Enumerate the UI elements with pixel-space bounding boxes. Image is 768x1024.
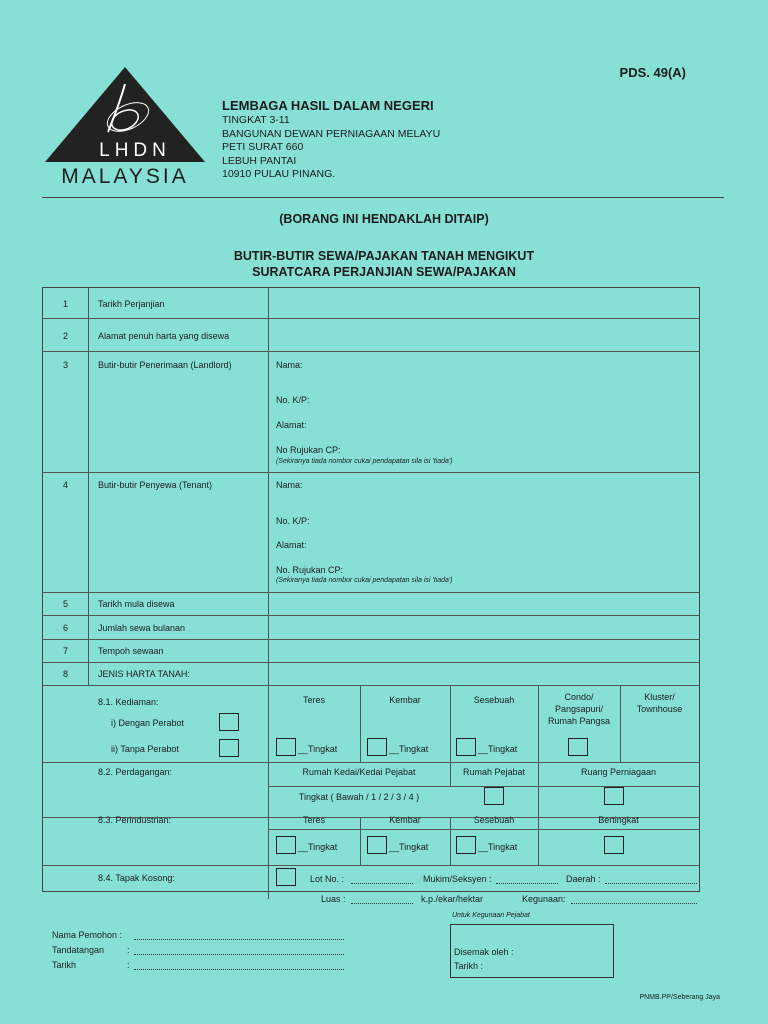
- row-number: 7: [62, 646, 68, 656]
- landlord-alamat-field[interactable]: Alamat:: [276, 420, 307, 430]
- kembar-tingkat-checkbox[interactable]: [367, 738, 387, 756]
- header-divider: [42, 197, 724, 198]
- colon: :: [127, 945, 130, 955]
- kegunaan-label: Kegunaan:: [522, 894, 566, 904]
- row-number: 4: [62, 480, 68, 490]
- col-rumah-kedai: Rumah Kedai/Kedai Pejabat: [302, 767, 416, 777]
- typing-instruction: (BORANG INI HENDAKLAH DITAIP): [279, 212, 489, 226]
- mukim-field[interactable]: [496, 874, 558, 884]
- tarikh-label: Tarikh: [52, 960, 77, 970]
- logo-country: MALAYSIA: [61, 165, 189, 188]
- label-perindustrian: 8.3. Perindustrian:: [98, 815, 172, 825]
- bertingkat-checkbox[interactable]: [604, 836, 624, 854]
- tingkat-label: __Tingkat: [389, 842, 429, 852]
- tingkat-label: __Tingkat: [478, 842, 518, 852]
- label-landlord: Butir-butir Penerimaan (Landlord): [98, 360, 232, 370]
- ruang-perniagaan-checkbox[interactable]: [604, 787, 624, 805]
- tenant-nokp-field[interactable]: No. K/P:: [276, 516, 310, 526]
- lot-no-field[interactable]: [351, 874, 413, 884]
- label-perdagangan: 8.2. Perdagangan:: [98, 767, 173, 777]
- address-line: TINGKAT 3-11: [222, 114, 290, 126]
- organization-name: LEMBAGA HASIL DALAM NEGERI: [222, 98, 434, 113]
- address-line: PETI SURAT 660: [222, 141, 304, 153]
- tanpa-perabot-checkbox[interactable]: [219, 739, 239, 757]
- tingkat-options: Tingkat ( Bawah / 1 / 2 / 3 / 4 ): [298, 792, 420, 802]
- lhdn-logo: [40, 62, 210, 192]
- address-line: LEBUH PANTAI: [222, 154, 297, 167]
- tandatangan-field[interactable]: [134, 945, 344, 955]
- label-dengan-perabot: i) Dengan Perabot: [111, 718, 185, 728]
- luas-unit: k.p./ekar/hektar: [421, 894, 484, 904]
- landlord-nama-field[interactable]: Nama:: [276, 360, 303, 370]
- landlord-note: (Sekiranya tiada nombor cukai pendapatan sila isi 'tiada'): [276, 458, 453, 465]
- label-tenant: Butir-butir Penyewa (Tenant): [98, 480, 213, 490]
- label-tempoh-sewaan: Tempoh sewaan: [98, 646, 164, 656]
- col-pangsapuri: Pangsapuri/: [554, 704, 604, 714]
- dengan-perabot-checkbox[interactable]: [219, 713, 239, 731]
- disemak-label: Disemak oleh :: [454, 947, 514, 957]
- tingkat-label: __Tingkat: [298, 842, 338, 852]
- tingkat-label: __Tingkat: [298, 744, 338, 754]
- tenant-rujukan-field[interactable]: No. Rujukan CP:: [276, 565, 344, 575]
- ind-sesebuah-checkbox[interactable]: [456, 836, 476, 854]
- organization-block: [222, 97, 440, 182]
- col-bertingkat: Bertingkat: [598, 815, 639, 825]
- tarikh-field[interactable]: [134, 960, 344, 970]
- col-ind-sesebuah: Sesebuah: [473, 815, 515, 825]
- label-tapak-kosong: 8.4. Tapak Kosong:: [98, 873, 175, 883]
- tenant-alamat-field[interactable]: Alamat:: [276, 540, 307, 550]
- colon: :: [127, 960, 130, 970]
- col-ind-teres: Teres: [302, 815, 325, 825]
- daerah-label: Daerah :: [566, 874, 601, 884]
- teres-tingkat-checkbox[interactable]: [276, 738, 296, 756]
- row-number: 2: [62, 331, 68, 341]
- tingkat-label: __Tingkat: [478, 744, 518, 754]
- nama-pemohon-field[interactable]: [134, 930, 344, 940]
- ind-teres-checkbox[interactable]: [276, 836, 296, 854]
- tingkat-label: __Tingkat: [389, 744, 429, 754]
- office-use-title: Untuk Kegunaan Pejabat: [452, 912, 530, 919]
- form-title-line1: BUTIR-BUTIR SEWA/PAJAKAN TANAH MENGIKUT: [233, 249, 535, 263]
- col-rumah-pejabat: Rumah Pejabat: [462, 767, 526, 777]
- label-jenis-harta: JENIS HARTA TANAH:: [98, 669, 190, 679]
- row-number: 1: [62, 299, 68, 309]
- col-rumah-pangsa: Rumah Pangsa: [547, 716, 611, 726]
- form-title-line2: SURATCARA PERJANJIAN SEWA/PAJAKAN: [252, 265, 516, 279]
- col-condo: Condo/: [564, 692, 594, 702]
- ind-kembar-checkbox[interactable]: [367, 836, 387, 854]
- logo-initials: LHDN: [99, 140, 171, 161]
- col-kembar: Kembar: [389, 695, 421, 705]
- row-number: 5: [62, 599, 68, 609]
- address-line: BANGUNAN DEWAN PERNIAGAAN MELAYU: [222, 127, 441, 140]
- lot-no-label: Lot No. :: [310, 874, 345, 884]
- office-use-box: [450, 924, 614, 978]
- label-tarikh-mula: Tarikh mula disewa: [98, 599, 175, 609]
- col-townhouse: Townhouse: [636, 704, 683, 714]
- row-number: 6: [62, 623, 68, 633]
- col-sesebuah: Sesebuah: [473, 695, 515, 705]
- col-teres: Teres: [302, 695, 325, 705]
- landlord-nokp-field[interactable]: No. K/P:: [276, 395, 310, 405]
- daerah-field[interactable]: [605, 874, 697, 884]
- label-kediaman: 8.1. Kediaman:: [98, 697, 159, 707]
- label-tarikh-perjanjian: Tarikh Perjanjian: [98, 299, 165, 309]
- mukim-label: Mukim/Seksyen :: [423, 874, 492, 884]
- condo-checkbox[interactable]: [568, 738, 588, 756]
- col-ind-kembar: Kembar: [389, 815, 421, 825]
- tapak-kosong-checkbox[interactable]: [276, 868, 296, 886]
- sesebuah-tingkat-checkbox[interactable]: [456, 738, 476, 756]
- rumah-pejabat-checkbox[interactable]: [484, 787, 504, 805]
- label-alamat-harta: Alamat penuh harta yang disewa: [98, 331, 230, 341]
- tenant-note: (Sekiranya tiada nombor cukai pendapatan sila isi 'tiada'): [276, 577, 453, 584]
- printer-credit: PNMB.PP/Seberang Jaya: [639, 994, 720, 1001]
- row-number: 8: [62, 669, 68, 679]
- tandatangan-label: Tandatangan: [52, 945, 105, 955]
- address-line: 10910 PULAU PINANG.: [222, 168, 336, 180]
- office-tarikh-label: Tarikh :: [454, 961, 484, 971]
- row-number: 3: [62, 360, 68, 370]
- landlord-rujukan-field[interactable]: No Rujukan CP:: [276, 445, 341, 455]
- col-kluster: Kluster/: [644, 692, 675, 702]
- kegunaan-field[interactable]: [571, 894, 697, 904]
- tenant-nama-field[interactable]: Nama:: [276, 480, 303, 490]
- label-jumlah-sewa: Jumlah sewa bulanan: [98, 623, 186, 633]
- nama-pemohon-label: Nama Pemohon :: [52, 930, 123, 940]
- label-tanpa-perabot: ii) Tanpa Perabot: [111, 744, 179, 754]
- form-code: PDS. 49(A): [619, 65, 686, 80]
- luas-field[interactable]: [351, 894, 413, 904]
- form-table: [42, 287, 700, 904]
- col-ruang-perniagaan: Ruang Perniagaan: [580, 767, 657, 777]
- luas-label: Luas :: [321, 894, 346, 904]
